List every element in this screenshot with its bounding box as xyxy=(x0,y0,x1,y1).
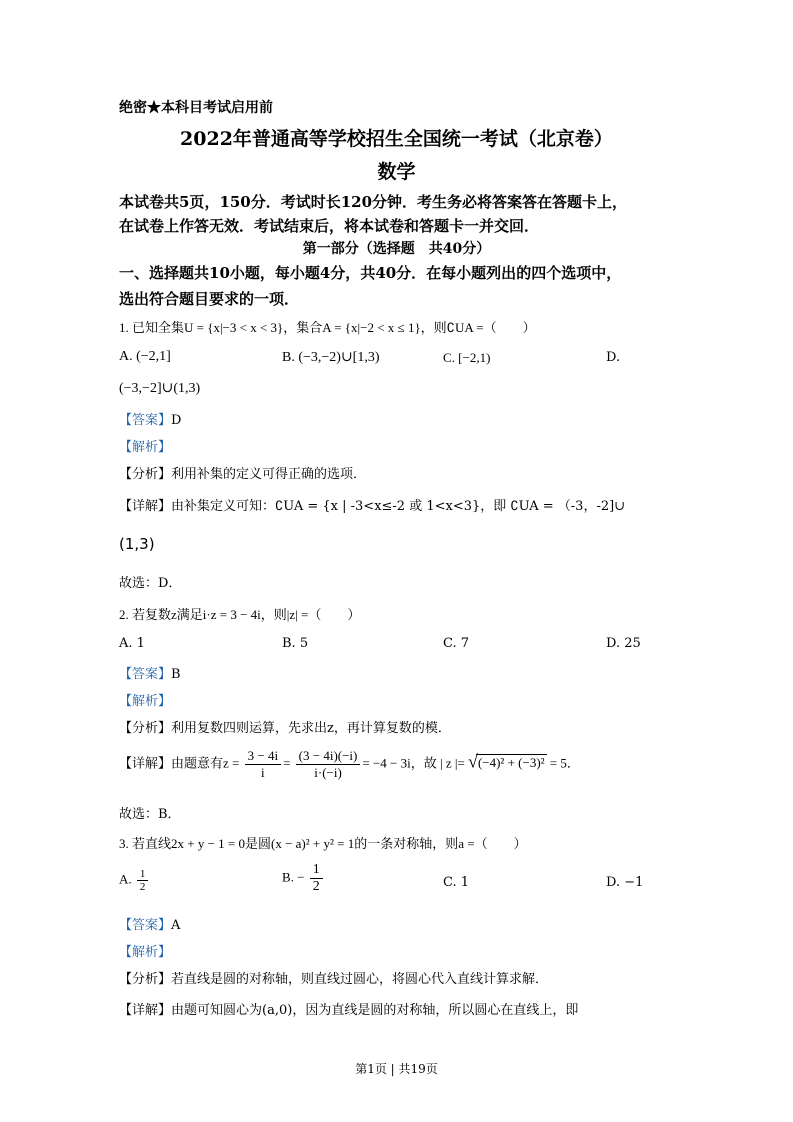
q2-fraction-1-num: 3 − 4i xyxy=(245,748,281,765)
fenxi-tag: 【分析】 xyxy=(119,467,172,482)
q2-fenxi-text: 利用复数四则运算，先求出z，再计算复数的模． xyxy=(171,721,451,736)
fenxi-tag: 【分析】 xyxy=(119,972,172,987)
section-heading-line-2: 选出符合题目要求的一项． xyxy=(119,290,300,308)
detail-tag: 【详解】 xyxy=(119,1003,172,1018)
q1-option-a: A. (−2,1] xyxy=(119,349,171,364)
q1-conclusion: 故选：D． xyxy=(119,576,182,591)
q1-fenxi-text: 利用补集的定义可得正确的选项． xyxy=(171,467,367,482)
q2-detail: 【详解】由题意有z = $\frac{3 - 4i}{i}$ = $\frac{(3 - 4i)(-i)}{i\cdot(-i)}$ = −4 − 3i，故 | z |= √(−4)² + (−3)² = 5． xyxy=(119,748,580,780)
answer-tag: 【答案】 xyxy=(119,413,172,428)
q2-fenxi xyxy=(119,717,451,736)
q1-detail-continued: (1,3) xyxy=(119,535,155,553)
q2-fraction-1 xyxy=(245,748,281,781)
q3-answer xyxy=(119,914,180,933)
q3-analysis-tag: 【解析】 xyxy=(119,945,172,960)
q3-option-a-fraction xyxy=(137,868,149,893)
page-footer: 第1页 | 共19页 xyxy=(355,1062,438,1076)
q3-fenxi xyxy=(119,968,548,987)
q3-option-d: D. −1 xyxy=(606,875,644,890)
q3-detail xyxy=(119,999,578,1018)
q2-stem: 2. 若复数z满足i·z = 3 − 4i，则|z| =（ ） xyxy=(119,607,361,622)
q1-answer-value: D xyxy=(171,413,182,428)
q3-option-b xyxy=(282,862,325,895)
q2-option-c: C. 7 xyxy=(443,636,470,651)
subject-title: 数学 xyxy=(377,161,416,183)
q1-option-c: C. [−2,1) xyxy=(443,350,491,365)
q1-option-b: B. (−3,−2)∪[1,3) xyxy=(282,350,380,365)
q3-option-b-fraction xyxy=(310,862,323,895)
q3-option-a-label: A. xyxy=(119,871,132,887)
section-heading-line-1: 一、选择题共10小题，每小题4分，共40分．在每小题列出的四个选项中， xyxy=(119,264,622,282)
q2-fraction-2 xyxy=(296,748,361,781)
q2-detail-mid: = −4 − 3i，故 | z |= xyxy=(362,755,465,771)
q2-fraction-1-den: i xyxy=(261,765,265,780)
q1-analysis-tag: 【解析】 xyxy=(119,440,172,455)
q3-answer-value: A xyxy=(171,918,181,933)
q2-option-a: A. 1 xyxy=(119,636,145,651)
q1-option-d-continued: (−3,−2]∪(1,3) xyxy=(119,381,201,396)
q1-fenxi xyxy=(119,463,366,482)
exam-title: 2022年普通高等学校招生全国统一考试（北京卷） xyxy=(180,128,613,150)
q2-option-d: D. 25 xyxy=(606,636,641,651)
q1-option-d: D. xyxy=(606,350,621,365)
q2-fraction-2-num: (3 − 4i)(−i) xyxy=(296,748,361,765)
q3-stem: 3. 若直线2x + y − 1 = 0是圆(x − a)² + y² = 1的一条对称轴，则a =（ ） xyxy=(119,836,527,851)
q3-option-a-den: 2 xyxy=(139,881,146,893)
instructions-line-2: 在试卷上作答无效．考试结束后，将本试卷和答题卡一并交回． xyxy=(119,217,540,235)
answer-tag: 【答案】 xyxy=(119,667,172,682)
q1-answer xyxy=(119,409,181,428)
q3-option-c: C. 1 xyxy=(443,875,470,890)
q2-answer-value: B xyxy=(171,667,181,682)
q1-detail xyxy=(119,495,625,514)
q3-detail-text: 由题可知圆心为(a,0)，因为直线是圆的对称轴，所以圆心在直线上，即 xyxy=(171,1003,579,1018)
sqrt-icon: √ xyxy=(468,751,478,772)
q2-conclusion: 故选：B． xyxy=(119,807,181,822)
q3-option-b-num: 1 xyxy=(310,862,323,879)
q2-sqrt-content: (−4)² + (−3)² xyxy=(477,755,545,771)
part-title: 第一部分（选择题 共40分） xyxy=(302,241,491,257)
q3-option-a xyxy=(119,868,150,893)
q2-fraction-2-den: i·(−i) xyxy=(314,765,342,780)
q2-detail-end: = 5． xyxy=(549,755,580,771)
q3-option-b-label: B. − xyxy=(282,869,305,885)
detail-tag: 【详解】 xyxy=(119,499,172,514)
q2-option-b: B. 5 xyxy=(282,636,309,651)
q2-analysis-tag: 【解析】 xyxy=(119,694,172,709)
secret-label: 绝密★本科目考试启用前 xyxy=(119,100,273,116)
q2-answer xyxy=(119,663,181,682)
answer-tag: 【答案】 xyxy=(119,918,172,933)
instructions-line-1: 本试卷共5页，150分．考试时长120分钟．考生务必将答案答在答题卡上， xyxy=(119,193,628,211)
q2-detail-prefix: 由题意有z = xyxy=(171,755,240,771)
q3-option-a-num: 1 xyxy=(137,868,149,881)
q1-detail-text: 由补集定义可知：∁UA = {x | -3<x≤-2 或 1<x<3}，即 ∁UA = （-3，-2]∪ xyxy=(171,499,626,514)
q3-option-b-den: 2 xyxy=(312,879,320,894)
detail-tag: 【详解】 xyxy=(119,755,172,771)
q3-fenxi-text: 若直线是圆的对称轴，则直线过圆心，将圆心代入直线计算求解． xyxy=(171,972,549,987)
q1-stem: 1. 已知全集U = {x|−3 < x < 3}，集合A = {x|−2 < x ≤ 1}，则∁UA =（ ） xyxy=(119,320,536,335)
fenxi-tag: 【分析】 xyxy=(119,721,172,736)
